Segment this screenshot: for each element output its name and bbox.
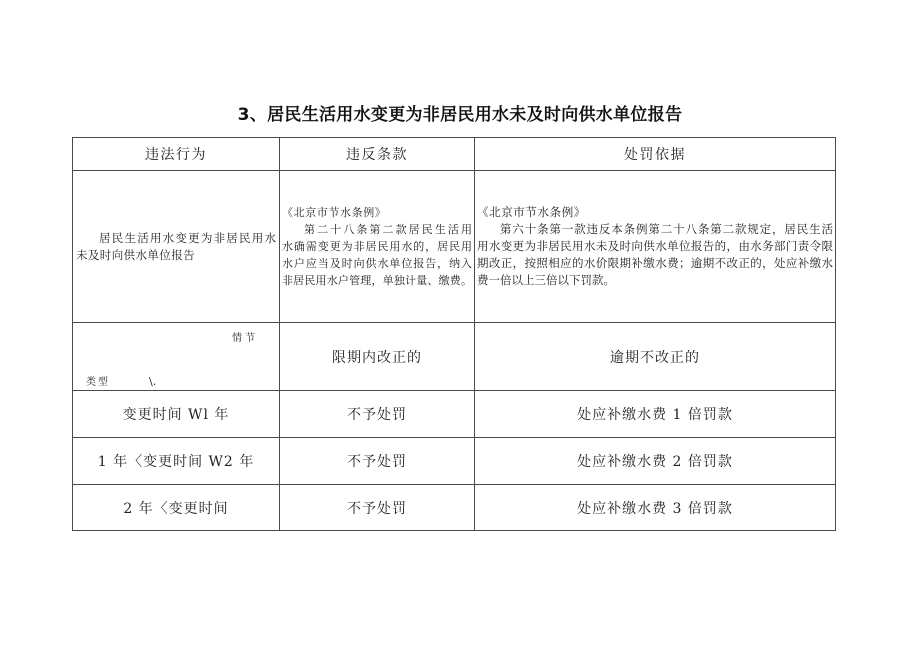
change-period-cell: 变更时间 Wl 年 [73,391,280,438]
behavior-cell [73,171,280,323]
corrected-in-time-penalty: 不予处罚 [280,485,475,531]
diagonal-mark: \. [149,375,157,388]
table-row [73,485,836,531]
not-corrected-penalty: 处应补缴水费 1 倍罚款 [475,391,836,438]
change-period-cell: 1 年〈变更时间 W2 年 [73,438,280,485]
behavior-line: 居民生活用水变更为非居民用水 [99,230,276,245]
corrected-in-time-header: 限期内改正的 [280,323,475,391]
header-cell-basis: 处罚依据 [475,138,836,171]
clause-cell [280,171,475,323]
change-period-cell: 2 年〈变更时间 [73,485,280,531]
violation-row [73,171,836,323]
corrected-in-time-penalty: 不予处罚 [280,438,475,485]
penalty-table [72,137,836,531]
header-cell-clause: 违反条款 [280,138,475,171]
penalty-header-row [73,323,836,391]
basis-line: 费一倍以上三倍以下罚款。 [477,273,615,287]
basis-line: 第六十条第一款违反本条例第二十八条第二款规定，居民生活 [500,222,833,236]
not-corrected-header: 逾期不改正的 [475,323,836,391]
basis-text [475,204,835,289]
basis-line: 用水变更为非居民用水未及时向供水单位报告的，由水务部门责令限 [477,239,833,253]
basis-cell [475,171,836,323]
clause-line: 第二十八条第二款居民生活用 [304,223,472,236]
type-label: 类型 [86,377,110,388]
not-corrected-penalty: 处应补缴水费 2 倍罚款 [475,438,836,485]
behavior-line: 未及时向供水单位报告 [76,247,195,262]
basis-line: 期改正，按照相应的水价限期补缴水费；逾期不改正的，处应补缴水 [477,256,833,270]
clause-line: 水户应当及时向供水单位报告，纳入 [282,257,472,270]
corrected-in-time-penalty: 不予处罚 [280,391,475,438]
circumstance-label: 情节 [232,333,258,344]
behavior-text [73,230,279,264]
table-row [73,391,836,438]
page-title: 3、居民生活用水变更为非居民用水未及时向供水单位报告 [237,105,683,125]
circumstance-type-cell [73,323,280,391]
clause-line: 非居民用水户管理，单独计量、缴费。 [282,274,472,287]
clause-text [280,204,474,289]
clause-source: 《北京市节水条例》 [282,206,387,219]
not-corrected-penalty: 处应补缴水费 3 倍罚款 [475,485,836,531]
basis-source: 《北京市节水条例》 [477,205,586,219]
circumstance-type-header [73,323,279,390]
header-row [73,138,836,171]
header-cell-behavior: 违法行为 [73,138,280,171]
clause-line: 水确需变更为非居民用水的，居民用 [282,240,472,253]
table-row [73,438,836,485]
